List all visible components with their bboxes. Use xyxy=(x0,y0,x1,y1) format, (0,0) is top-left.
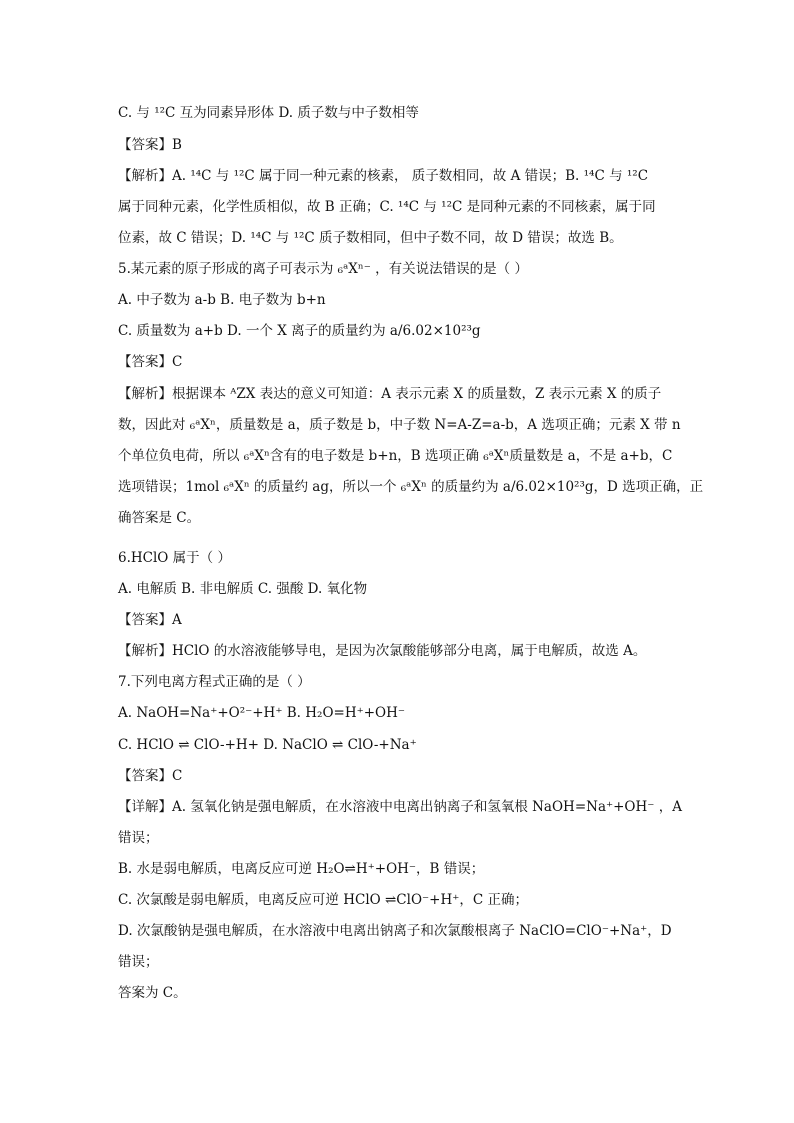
q4-options-cd: C. 与 ¹²C 互为同素异形体 D. 质子数与中子数相等 xyxy=(118,105,419,121)
q7-answer: 【答案】C xyxy=(118,768,183,784)
q7-options-ab: A. NaOH=Na⁺+O²⁻+H⁺ B. H₂O=H⁺+OH⁻ xyxy=(118,705,405,721)
q7-options-cd: C. HClO ⇌ ClO-+H+ D. NaClO ⇌ ClO-+Na⁺ xyxy=(118,737,417,753)
q4-answer: 【答案】B xyxy=(118,137,182,153)
q7-detail-line-1: 【详解】A. 氢氧化钠是强电解质，在水溶液中电离出钠离子和氢氧根 NaOH=Na⁺+OH⁻ ，A xyxy=(118,799,682,815)
q4-analysis-line-3: 位素，故 C 错误；D. ¹⁴C 与 ¹²C 质子数相同，但中子数不同，故 D 错误；故选 B。 xyxy=(118,230,623,246)
q7-question: 7.下列电离方程式正确的是（ ） xyxy=(118,674,311,690)
q4-analysis-line-2: 属于同种元素，化学性质相似，故 B 正确；C. ¹⁴C 与 ¹²C 是同种元素的不同核素，属于同 xyxy=(118,199,656,215)
q6-answer: 【答案】A xyxy=(118,612,182,628)
q5-analysis-line-5: 确答案是 C。 xyxy=(118,510,201,526)
q5-question: 5.某元素的原子形成的离子可表示为 ₆ᵃXⁿ⁻ ，有关说法错误的是（ ） xyxy=(118,261,528,277)
q5-options-cd: C. 质量数为 a+b D. 一个 X 离子的质量约为 a/6.02×10²³g xyxy=(118,323,481,339)
q4-analysis-line-1: 【解析】A. ¹⁴C 与 ¹²C 属于同一种元素的核素， 质子数相同，故 A 错误；B. ¹⁴C 与 ¹²C xyxy=(118,168,649,184)
q5-analysis-line-2: 数，因此对 ₆ᵃXⁿ，质量数是 a，质子数是 b，中子数 N=A-Z=a-b，A 选项正确；元素 X 带 n xyxy=(118,417,681,433)
q5-answer: 【答案】C xyxy=(118,354,183,370)
q5-analysis-line-3: 个单位负电荷，所以 ₆ᵃXⁿ含有的电子数是 b+n，B 选项正确 ₆ᵃXⁿ质量数是 a，不是 a+b，C xyxy=(118,448,673,464)
q7-detail-line-2: 错误； xyxy=(118,830,159,846)
q6-analysis: 【解析】HClO 的水溶液能够导电，是因为次氯酸能够部分电离，属于电解质，故选 A。 xyxy=(118,643,647,659)
q7-detail-line-5: D. 次氯酸钠是强电解质，在水溶液中电离出钠离子和次氯酸根离子 NaClO=ClO⁻+Na⁺，D xyxy=(118,923,672,939)
q5-analysis-line-1: 【解析】根据课本 ᴬZX 表达的意义可知道：A 表示元素 X 的质量数，Z 表示元素 X 的质子 xyxy=(118,386,662,402)
q7-detail-line-4: C. 次氯酸是弱电解质，电离反应可逆 HClO ⇌ClO⁻+H⁺，C 正确； xyxy=(118,892,528,908)
q7-detail-line-3: B. 水是弱电解质，电离反应可逆 H₂O⇌H⁺+OH⁻，B 错误； xyxy=(118,861,485,877)
q7-detail-line-6: 错误； xyxy=(118,954,159,970)
q6-question: 6.HClO 属于（ ） xyxy=(118,550,231,566)
q7-conclusion: 答案为 C。 xyxy=(118,985,187,1001)
q5-analysis-line-4: 选项错误；1mol ₆ᵃXⁿ 的质量约 ag，所以一个 ₆ᵃXⁿ 的质量约为 a/6.02×10²³g，D 选项正确，正 xyxy=(118,479,704,495)
q5-options-ab: A. 中子数为 a-b B. 电子数为 b+n xyxy=(118,292,326,308)
q6-options: A. 电解质 B. 非电解质 C. 强酸 D. 氧化物 xyxy=(118,581,368,597)
